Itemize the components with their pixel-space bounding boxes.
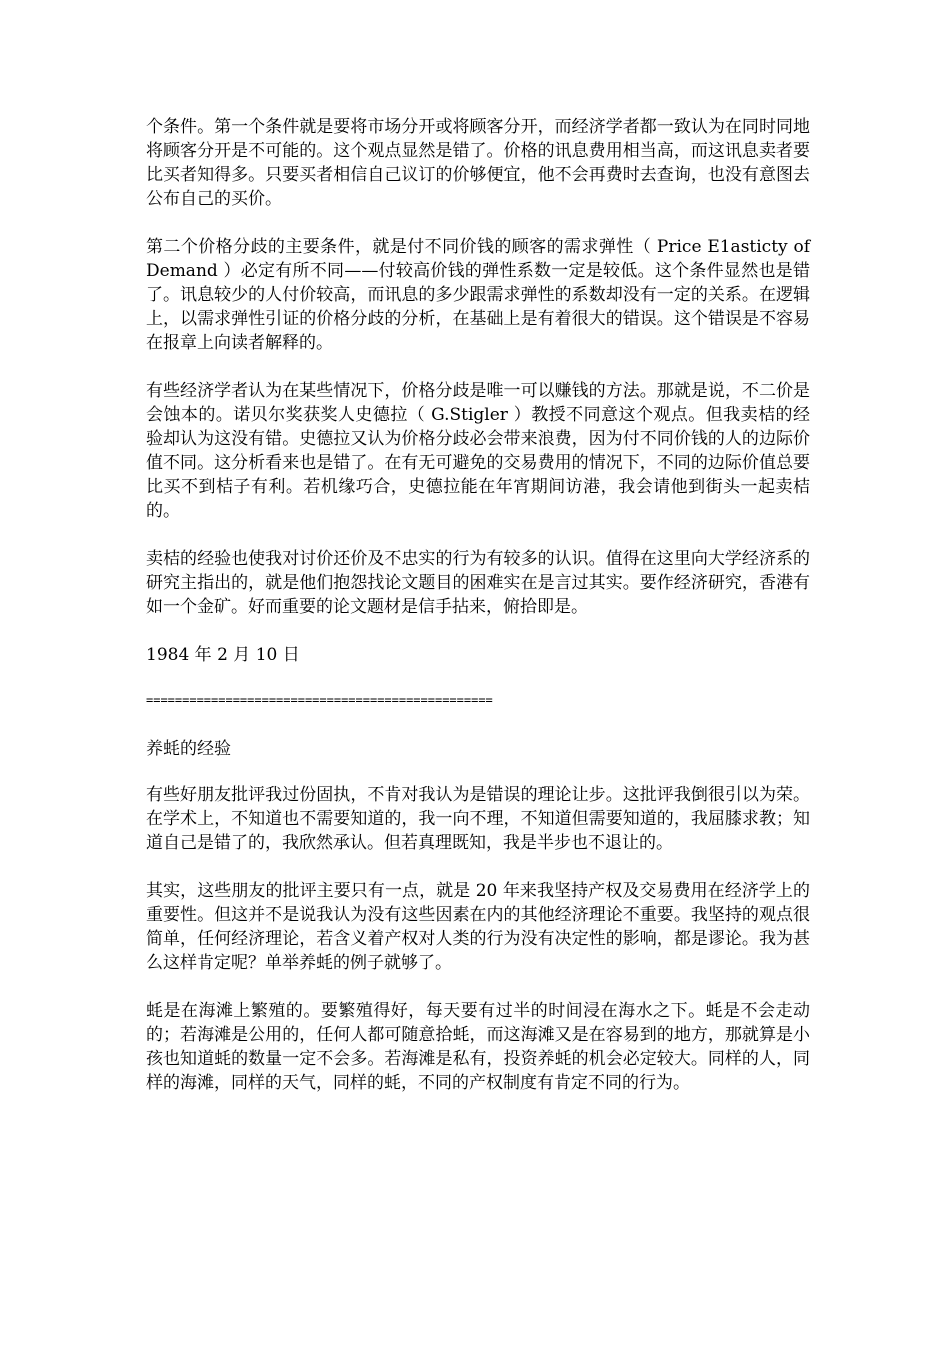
section-divider: ================================================ — [146, 693, 493, 707]
article-date: 1984 年 2 月 10 日 — [146, 645, 300, 665]
paragraph-stigler-view: 有些经济学者认为在某些情况下，价格分歧是唯一可以赚钱的方法。那就是说，不二价是会蚀本的。诺贝尔奖获奖人史德拉（ G.Stigler ）教授不同意这个观点。但我卖桔的经验却认为这没有错。史德拉又认为价格分歧必会带来浪费，因为付不同价钱的人的边际价值不同。这分析看来也是错了。在有无可避免的交易费用的情况下，不同的边际价值总要比买不到桔子有利。若机缘巧合，史德拉能在年宵期间访港，我会请他到街头一起卖桔的。 — [146, 381, 810, 521]
document-page — [146, 115, 810, 1119]
paragraph-property-rights: 其实，这些朋友的批评主要只有一点，就是 20 年来我坚持产权及交易费用在经济学上的重要性。但这并不是说我认为没有这些因素在内的其他经济理论不重要。我坚持的观点很简单，任何经济理论，若含义着产权对人类的行为没有决定性的影响，都是谬论。我为甚么这样肯定呢？单举养蚝的例子就够了。 — [146, 881, 810, 973]
section-title: 养蚝的经验 — [146, 739, 231, 759]
paragraph-price-discrimination-condition-2: 第二个价格分歧的主要条件，就是付不同价钱的顾客的需求弹性（ Price E1asticty of Demand ）必定有所不同——付较高价钱的弹性系数一定是较低。这个条件显然也是错了。讯息较少的人付价较高，而讯息的多少跟需求弹性的系数却没有一定的关系。在逻辑上，以需求弹性引证的价格分歧的分析，在基础上是有着很大的错误。这个错误是不容易在报章上向读者解释的。 — [146, 237, 810, 353]
paragraph-oyster-example: 蚝是在海滩上繁殖的。要繁殖得好，每天要有过半的时间浸在海水之下。蚝是不会走动的；若海滩是公用的，任何人都可随意拾蚝，而这海滩又是在容易到的地方，那就算是小孩也知道蚝的数量一定不会多。若海滩是私有，投资养蚝的机会必定较大。同样的人，同样的海滩，同样的天气，同样的蚝，不同的产权制度有肯定不同的行为。 — [146, 1001, 810, 1093]
paragraph-research-topics: 卖桔的经验也使我对讨价还价及不忠实的行为有较多的认识。值得在这里向大学经济系的研究主指出的，就是他们抱怨找论文题目的困难实在是言过其实。要作经济研究，香港有如一个金矿。好而重要的论文题材是信手拈来，俯拾即是。 — [146, 549, 810, 617]
paragraph-price-discrimination-condition-1: 个条件。第一个条件就是要将市场分开或将顾客分开，而经济学者都一致认为在同时同地将顾客分开是不可能的。这个观点显然是错了。价格的讯息费用相当高，而这讯息卖者要比买者知得多。只要买者相信自己议订的价够便宜，他不会再费时去查询，也没有意图去公布自己的买价。 — [146, 117, 810, 209]
paragraph-stubbornness: 有些好朋友批评我过份固执，不肯对我认为是错误的理论让步。这批评我倒很引以为荣。在学术上，不知道也不需要知道的，我一向不理，不知道但需要知道的，我屈膝求教；知道自己是错了的，我欣然承认。但若真理既知，我是半步也不退让的。 — [146, 785, 810, 853]
